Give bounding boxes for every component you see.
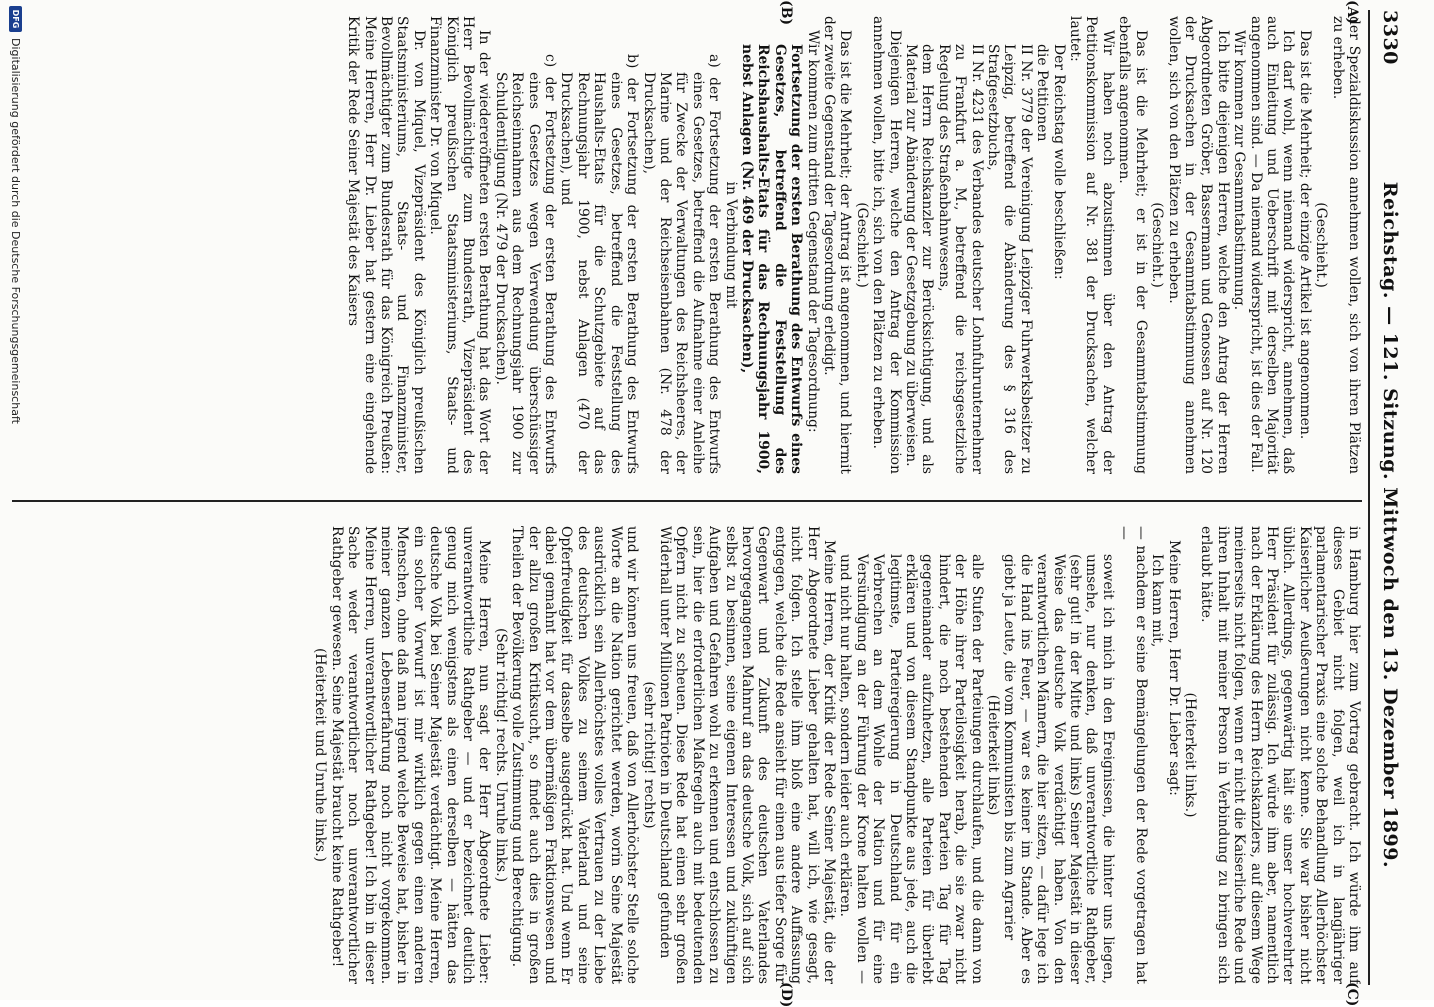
right-column	[12, 526, 1362, 984]
header-rule	[1368, 10, 1370, 985]
paragraph: Das ist die Mehrheit; der einzige Artikel ist angenommen.	[1296, 30, 1313, 440]
interjection: (Geschieht.)	[1149, 202, 1166, 288]
paragraph: die Petitionen	[1034, 44, 1051, 142]
paragraph: Meine Herren, Herr Dr. Lieber sagt:	[1165, 540, 1182, 796]
paragraph: Wir haben noch abzustimmen über den Antrag der Petitionskommission auf Nr. 381 der Drucksachen, welcher lautet:	[1067, 16, 1116, 474]
margin-marker-d: (D)	[778, 982, 794, 1007]
interjection: (Heiterkeit links)	[985, 694, 1002, 816]
left-column	[12, 16, 1362, 474]
footer-text: Digitalisierung gefördert durch die Deutsche Forschungsgemeinschaft	[9, 38, 22, 424]
petition-item: II Nr. 4231 des Verbandes deutscher Lohnfuhrunternehmer zu Frankfurt a. M., betreffend die reichsgesetzliche Regelung des Straßenbahnwesens,	[935, 44, 985, 474]
paragraph: der Spezialdiskussion annehmen wollen, sich von ihren Plätzen zu erheben.	[1329, 16, 1362, 474]
digitization-footer	[9, 6, 22, 996]
paragraph: Wir kommen zur Gesammtabstimmung.	[1231, 30, 1248, 311]
agenda-subitem: b) der Fortsetzung der ersten Berathung des Entwurfs eines Gesetzes, betreffend die Feststellung des Haushalts-Etats für die Schutzgebiete auf das Rechnungsjahr 1900, nebst Anlagen (470 der Drucksachen), und	[558, 54, 641, 474]
interjection: (Sehr richtig! rechts. Unruhe links.)	[492, 627, 509, 883]
paragraph: Das ist die Mehrheit; der Antrag ist angenommen, und hiermit der zweite Gegenstand der Tagesordnung erledigt.	[821, 16, 854, 474]
paragraph: Diejenigen Herren, welche den Antrag der Kommission annehmen wollen, bitte ich, sich von den Plätzen zu erheben.	[870, 16, 903, 474]
interjection: (Heiterkeit und Unruhe links.)	[312, 648, 329, 862]
page-title: Reichstag. — 121. Sitzung. Mittwoch den 13. Dezember 1899.	[1379, 181, 1401, 869]
interjection: (sehr richtig! rechts)	[640, 681, 657, 829]
paragraph: dem Herrn Reichskanzler zur Berücksichtigung, und als Material zur Abänderung der Gesetzgebung zu überweisen.	[903, 44, 936, 474]
petition-item: II Nr. 3779 der Vereinigung Leipziger Fuhrwerksbesitzer zu Leipzig, betreffend die Abänderung des § 316 des Strafgesetzbuchs,	[985, 44, 1034, 474]
paragraph: Meine Herren, nun sagt der Herr Abgeordnete Lieber: unverantwortliche Rathgeber — und er bezeichnet deutlich genug mich wenigstens als einen derselben — hätten das deutsche Volk bei Seiner Majestät verdächtigt. Meine Herren, ein solcher Vorwurf ist mir wirklich gegen einen anderen Menschen, ohne daß man irgend welche Beweise hat, bisher in meiner ganzen Lebenserfahrung noch nicht vorgekommen. Meine Herren, unverantwortlicher Rathgeber! Ich bin in dieser Sache weder verantwortlicher noch unverantwortlicher Rathgeber gewesen. Seine Majestät braucht keine Rathgeber!	[328, 526, 493, 984]
agenda-item: Fortsetzung der ersten Berathung des Entwurfs eines Gesetzes, betreffend die Feststellung des Reichshaushalts-Etats für das Rechnungsjahr 1900, nebst Anlagen (Nr. 469 der Drucksachen),	[738, 44, 805, 474]
paragraph: — nachdem er seine Bemängelungen der Rede vorgetragen hat —	[1116, 526, 1149, 984]
paragraph: In der wiedereröffneten ersten Berathung hat das Wort der Herr Bevollmächtigte zum Bundesrath, Vizepräsident des Königlich preußischen Staatsministeriums, Staats- und Finanzminister Dr. von Miquel.	[427, 16, 493, 474]
quotation: soweit ich mich in den Ereignissen, die hinter uns liegen, umsehe, nur denken, daß unverantwortliche Rathgeber, (sehr gut! in der Mitte und links) Seiner Majestät in dieser Weise das deutsche Volk verdächtigt haben. Von den verantwortlichen Männern, die hier sitzen, — dafür lege ich die Hand ins Feuer, — war es keiner im Stande. Aber es giebt ja Leute, die vom Kommunisten bis zum Agrarier	[1001, 554, 1116, 984]
margin-marker-b: (B)	[778, 0, 794, 26]
paragraph: Das ist die Mehrheit; er ist in der Gesammtabstimmung ebenfalls angenommen.	[1116, 16, 1149, 474]
margin-marker-c: (C)	[1344, 982, 1360, 1007]
paragraph: Ich darf wohl, wenn niemand widerspricht, annehmen, daß auch Einleitung und Ueberschrift mit derselben Majorität angenommen sind. — Da niemand widerspricht, ist dies der Fall.	[1247, 16, 1297, 474]
paragraph: Meine Herren, der Kritik der Rede Seiner Majestät, die der Herr Abgeordnete Lieber gehalten hat, will ich, wie gesagt, nicht folgen. Ich stelle ihm bloß eine andere Auffassung entgegen, welche die Rede ansieht für einen aus tiefer Sorge für Gegenwart und Zukunft des deutschen Vaterlandes hervorgegangenen Mahnruf an das deutsche Volk, sich auf sich selbst zu besinnen, seine eigenen Interessen und zukünftigen Aufgaben und Gefahren wohl zu erkennen und entschlossen zu sein, hier die erforderlichen Maßregeln auch mit bedeutenden Opfern nicht zu scheuen. Diese Rede hat einen sehr großen Widerhall unter Millionen Patrioten in Deutschland gefunden	[656, 526, 837, 984]
agenda-subitem: c) der Fortsetzung der ersten Berathung des Entwurfs eines Gesetzes wegen Verwendung überschüssiger Reichseinnahmen aus dem Rechnungsjahr 1900 zur Schuldentilgung (Nr. 479 der Drucksachen).	[492, 54, 559, 474]
quotation: Ich kann mit,	[1149, 554, 1166, 648]
paragraph: in Verbindung mit	[722, 181, 739, 309]
paragraph: Ich bitte diejenigen Herren, welche den Antrag der Herren Abgeordneten Gröber, Bassermann und Genossen auf Nr. 120 der Drucksachen in der Gesammtabstimmung annehmen wollen, sich von den Plätzen zu erheben.	[1165, 16, 1231, 474]
page-number: 3330	[1379, 10, 1401, 65]
paragraph: in Hamburg hier zum Vortrag gebracht. Ich würde ihm auf dieses Gebiet nicht folgen, weil ich in langjähriger parlamentarischer Praxis eine solche Behandlung Allerhöchster Kaiserlicher Aeußerungen nicht kenne. Sie war bisher nicht üblich. Allerdings, gegenwärtig hält sie unser hochverehrter Herr Präsident für zulässig. Ich würde ihm aber, namentlich nach der Erklärung des Herrn Reichskanzlers, auf diesem Wege meinerseits nicht folgen, wenn er nicht die Kaiserliche Rede und ihren Inhalt mit meiner Person in Verbindung zu bringen sich erlaubt hätte.	[1198, 526, 1362, 984]
quotation: alle Stufen der Parteiungen durchlaufen, und die dann von der Höhe ihrer Parteilosigkeit herab, die sie zwar nicht hindert, die noch bestehenden Parteien Tag für Tag gegeneinander aufzuhetzen, alle Parteien für überlebt erklären und von diesem Standpunkte aus jede, auch die legitimste, Parteiregierung in Deutschland für ein Verbrechen an dem Wohle der Nation und für eine Versündigung an der Führung der Krone halten wollen — und nicht nur halten, sondern leider auch erklären.	[837, 554, 985, 984]
resolution-heading: Der Reichstag wolle beschließen:	[1050, 44, 1067, 280]
interjection: (Geschieht.)	[853, 202, 870, 288]
speaker-paragraph: Dr. von Miquel, Vizepräsident des Königlich preußischen Staatsministeriums, Staats- und Finanzminister, Bevollmächtigter zum Bundesrath für das Königreich Preußen: Meine Herren, Herr Dr. Lieber hat gestern eine eingehende Kritik der Rede Seiner Majestät des Kaisers	[345, 16, 427, 474]
column-divider	[12, 500, 1362, 502]
agenda-subitem: a) der Fortsetzung der ersten Berathung des Entwurfs eines Gesetzes, betreffend die Aufnahme einer Anleihe für Zwecke der Verwaltungen des Reichsheeres, der Marine und der Reichseisenbahnen (Nr. 478 der Drucksachen),	[640, 54, 723, 474]
interjection: (Geschieht.)	[1313, 202, 1330, 288]
paragraph: und wir können uns freuen, daß von Allerhöchster Stelle solche Worte an die Nation gerichtet werden, worin Seine Majestät ausdrücklich sein Allerhöchstes volles Vertrauen zu der Liebe des deutschen Volkes zu seinem Vaterland und seine Opferfreudigkeit für dasselbe ausgedrückt hat. Und wenn Er dabei gemahnt hat vor dem übermäßigen Fraktionswesen und der allzu großen Kritiksucht, so findet auch dies in großen Theilen der Bevölkerung volle Zustimmung und Berechtigung.	[509, 526, 641, 984]
paragraph: Wir kommen zum dritten Gegenstand der Tagesordnung:	[804, 30, 821, 433]
page-header	[1372, 10, 1408, 985]
interjection: (Heiterkeit links.)	[1181, 692, 1198, 818]
dfg-logo: DFG	[9, 6, 22, 32]
margin-marker-a: (A)	[1344, 0, 1360, 25]
